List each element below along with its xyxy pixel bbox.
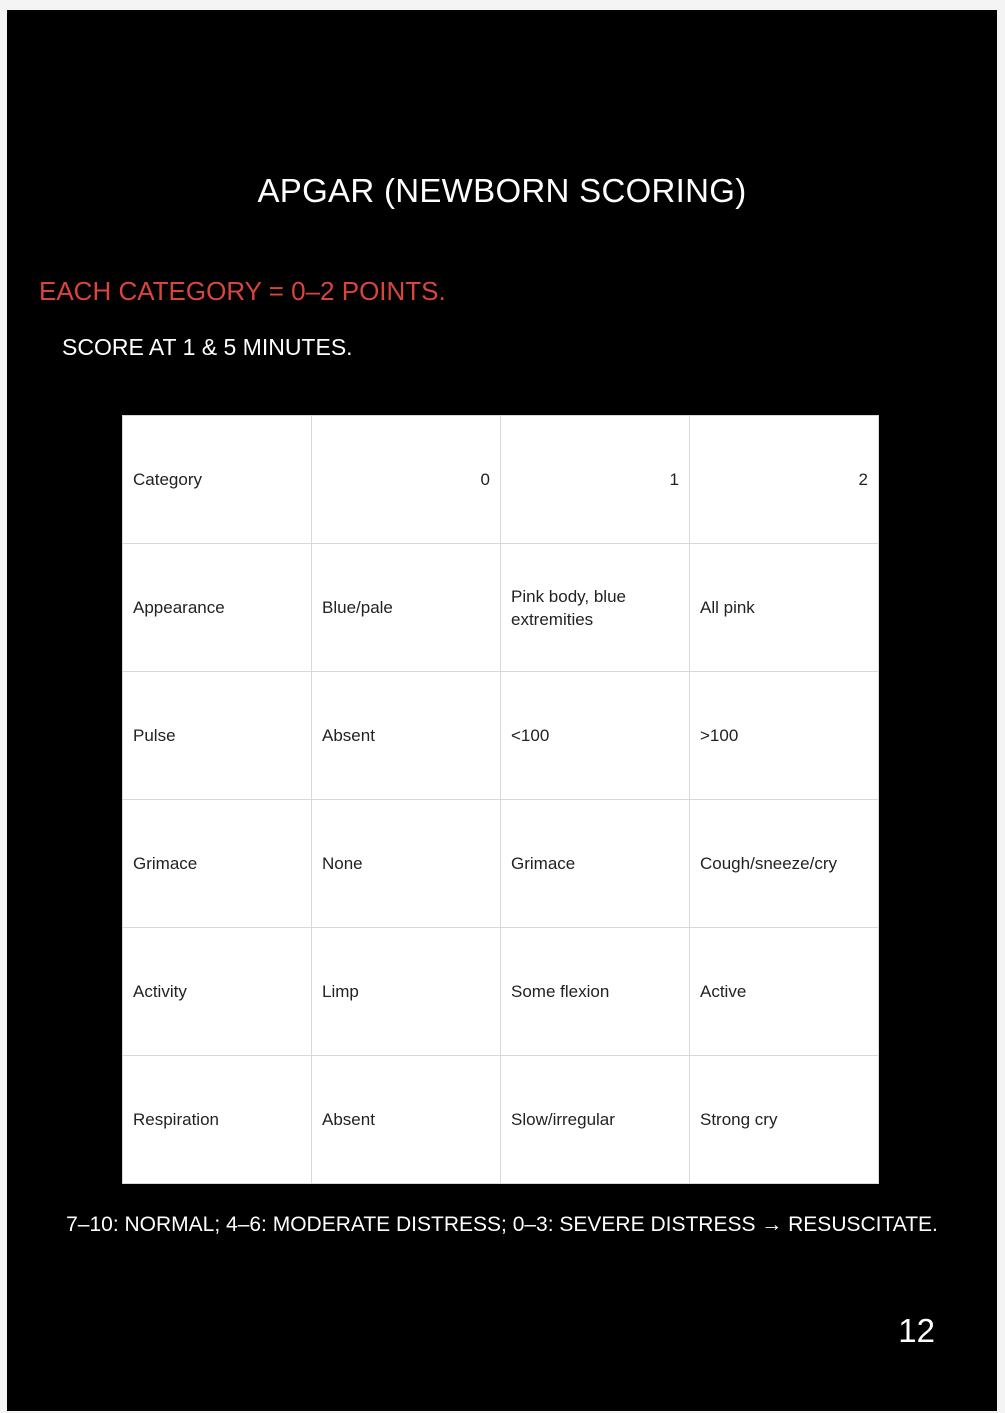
table-cell: Grimace [501, 800, 690, 928]
table-cell: Some flexion [501, 928, 690, 1056]
table-cell: Absent [312, 1056, 501, 1184]
table-cell: Cough/sneeze/cry [690, 800, 879, 928]
page-number: 12 [898, 1312, 935, 1349]
table-cell: Respiration [123, 1056, 312, 1184]
header-cell: 0 [312, 416, 501, 544]
table-cell: Strong cry [690, 1056, 879, 1184]
table-cell: Appearance [123, 544, 312, 672]
table-cell: <100 [501, 672, 690, 800]
header-cell: 2 [690, 416, 879, 544]
table-row [123, 672, 879, 800]
header-cell: 1 [501, 416, 690, 544]
table-cell: Pink body, blue extremities [501, 544, 690, 672]
score-interpretation: 7–10: NORMAL; 4–6: MODERATE DISTRESS; 0–3: SEVERE DISTRESS → RESUSCITATE. [66, 1213, 938, 1236]
table-header-row [123, 416, 879, 544]
table-cell: Slow/irregular [501, 1056, 690, 1184]
table-row [123, 800, 879, 928]
table-cell: >100 [690, 672, 879, 800]
table-cell: None [312, 800, 501, 928]
table-row [123, 1056, 879, 1184]
table-cell: Active [690, 928, 879, 1056]
table-cell: Limp [312, 928, 501, 1056]
page [7, 10, 997, 1411]
table-cell: Blue/pale [312, 544, 501, 672]
timing-note: SCORE AT 1 & 5 MINUTES. [62, 334, 353, 360]
table-cell: Grimace [123, 800, 312, 928]
table-cell: Absent [312, 672, 501, 800]
table-row [123, 544, 879, 672]
page-title: APGAR (NEWBORN SCORING) [257, 172, 747, 209]
points-note: EACH CATEGORY = 0–2 POINTS. [39, 276, 446, 306]
apgar-table [122, 415, 879, 1184]
table-cell: All pink [690, 544, 879, 672]
table-row [123, 928, 879, 1056]
table-cell: Activity [123, 928, 312, 1056]
header-cell: Category [123, 416, 312, 544]
table-cell: Pulse [123, 672, 312, 800]
